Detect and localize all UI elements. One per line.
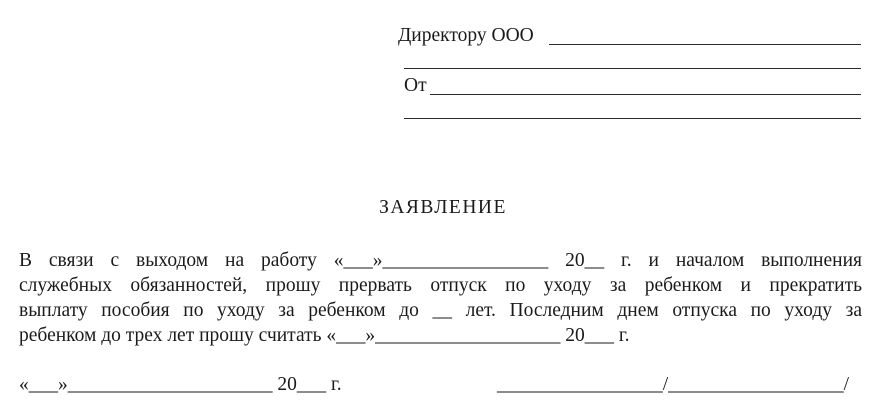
from-name-line xyxy=(430,94,861,95)
document-title: ЗАЯВЛЕНИЕ xyxy=(379,197,507,218)
director-second-line xyxy=(404,68,861,69)
signature-field: _________________/__________________/ xyxy=(497,374,850,395)
body-line-1: В связи с выходом на работу «___»_________________ 20__ г. и началом выполнения xyxy=(19,250,862,271)
director-label: Директору ООО xyxy=(398,25,534,46)
from-label: От xyxy=(404,75,427,96)
from-second-line xyxy=(404,118,861,119)
body-line-3: выплату пособия по уходу за ребенком до __ лет. Последним днем отпуска по уходу за xyxy=(19,300,862,321)
body-line-4: ребенком до трех лет прошу считать «___»___________________ 20___ г. xyxy=(19,325,630,346)
body-line-2: служебных обязанностей, прошу прервать отпуск по уходу за ребенком и прекратить xyxy=(19,275,862,296)
director-name-line xyxy=(549,44,861,45)
date-field: «___»_____________________ 20___ г. xyxy=(19,374,342,395)
